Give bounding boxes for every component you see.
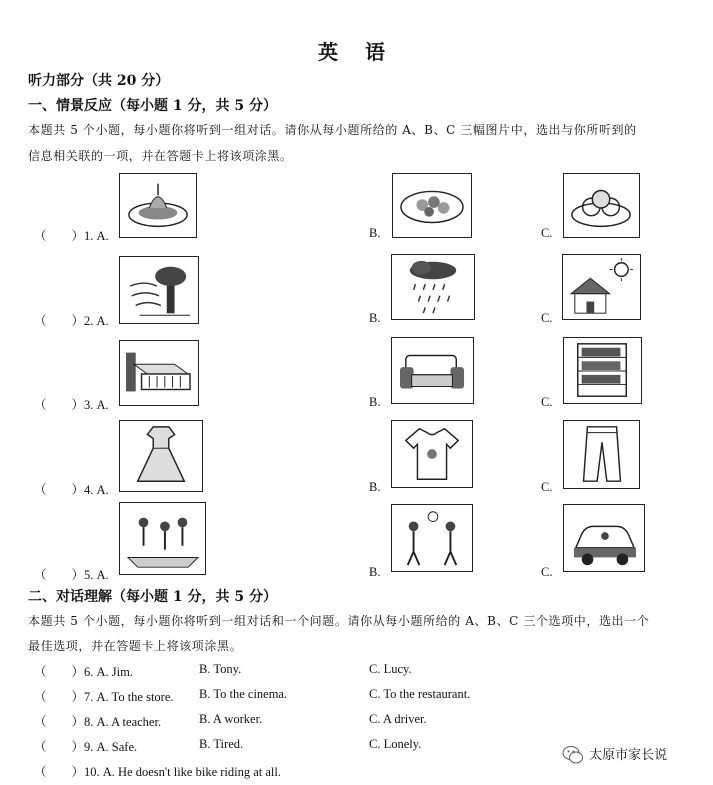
buns-plate-icon	[564, 174, 639, 237]
q4-option-b: B.	[369, 480, 381, 494]
part2-instruction-2: 最佳选项，并在答题卡上将该项涂黑。	[28, 639, 243, 653]
picnic-people-icon	[120, 503, 205, 574]
q4-picture-a[interactable]	[119, 420, 203, 492]
part1-instruction-2: 信息相关联的一项，并在答题卡上将该项涂黑。	[28, 149, 293, 163]
q9-option-b: B. Tired.	[199, 737, 244, 751]
q3-picture-a[interactable]	[119, 340, 199, 406]
q6-option-b: B. Tony.	[199, 662, 242, 676]
q2-picture-b[interactable]	[391, 254, 475, 320]
ball-players-icon	[392, 505, 472, 571]
q1-label: （ ）1. A.	[34, 229, 109, 243]
q4-option-c: C.	[541, 480, 553, 494]
bookshelf-icon	[564, 338, 641, 403]
q1-option-b: B.	[369, 226, 381, 240]
q1-picture-a[interactable]	[119, 173, 197, 238]
part2-instruction-1: 本题共 5 个小题，每小题你将听到一组对话和一个问题。请你从每小题所给的 A、B、C 三个选项中，选出一个	[28, 614, 650, 628]
dress-icon	[120, 421, 202, 491]
q3-label: （ ）3. A.	[34, 398, 109, 412]
sofa-icon	[392, 338, 473, 403]
q3-picture-b[interactable]	[391, 337, 474, 404]
q10-option-a: （ ）10. A. He doesn't like bike riding at all.	[34, 765, 282, 779]
q6-option-c: C. Lucy.	[369, 662, 412, 676]
watermark-text: 太原市家长说	[589, 748, 668, 763]
wechat-icon	[562, 745, 584, 765]
q5-picture-a[interactable]	[119, 502, 206, 575]
q7-option-b: B. To the cinema.	[199, 687, 288, 701]
q1-option-c: C.	[541, 226, 553, 240]
q2-label: （ ）2. A.	[34, 314, 109, 328]
q5-label: （ ）5. A.	[34, 568, 109, 582]
q5-option-c: C.	[541, 565, 553, 579]
part2-heading: 二、对话理解（每小题 1 分，共 5 分）	[28, 589, 277, 605]
page-title: 英 语	[318, 40, 395, 64]
q4-label: （ ）4. A.	[34, 483, 109, 497]
bed-icon	[120, 341, 198, 405]
q3-option-b: B.	[369, 395, 381, 409]
q8-option-a: （ ）8. A. A teacher.	[34, 715, 162, 729]
q7-option-c: C. To the restaurant.	[369, 687, 471, 701]
q4-picture-c[interactable]	[563, 420, 640, 489]
q8-option-b: B. A worker.	[199, 712, 263, 726]
q1-picture-c[interactable]	[563, 173, 640, 238]
q3-picture-c[interactable]	[563, 337, 642, 404]
q2-option-b: B.	[369, 311, 381, 325]
q9-option-a: （ ）9. A. Safe.	[34, 740, 138, 754]
food-plate-icon	[120, 174, 196, 237]
q4-picture-b[interactable]	[391, 420, 473, 488]
q7-option-a: （ ）7. A. To the store.	[34, 690, 174, 704]
q8-option-c: C. A driver.	[369, 712, 427, 726]
car-driver-icon	[564, 505, 644, 571]
watermark	[562, 744, 667, 765]
part1-instruction-1: 本题共 5 个小题，每小题你将听到一组对话。请你从每小题所给的 A、B、C 三幅图片中，选出与你所听到的	[28, 123, 637, 137]
rain-cloud-icon	[392, 255, 474, 319]
section-listening: 听力部分（共 20 分）	[28, 73, 170, 89]
q5-option-b: B.	[369, 565, 381, 579]
windy-tree-icon	[120, 257, 198, 323]
trousers-icon	[564, 421, 639, 488]
q6-option-a: （ ）6. A. Jim.	[34, 665, 133, 679]
q2-picture-a[interactable]	[119, 256, 199, 324]
q9-option-c: C. Lonely.	[369, 737, 422, 751]
q2-picture-c[interactable]	[562, 254, 641, 320]
q5-picture-b[interactable]	[391, 504, 473, 572]
q5-picture-c[interactable]	[563, 504, 645, 572]
t-shirt-icon	[392, 421, 472, 487]
q3-option-c: C.	[541, 395, 553, 409]
sunny-house-icon	[563, 255, 640, 319]
part1-heading: 一、情景反应（每小题 1 分，共 5 分）	[28, 98, 277, 114]
q1-picture-b[interactable]	[392, 173, 472, 238]
dumplings-plate-icon	[393, 174, 471, 237]
q2-option-c: C.	[541, 311, 553, 325]
